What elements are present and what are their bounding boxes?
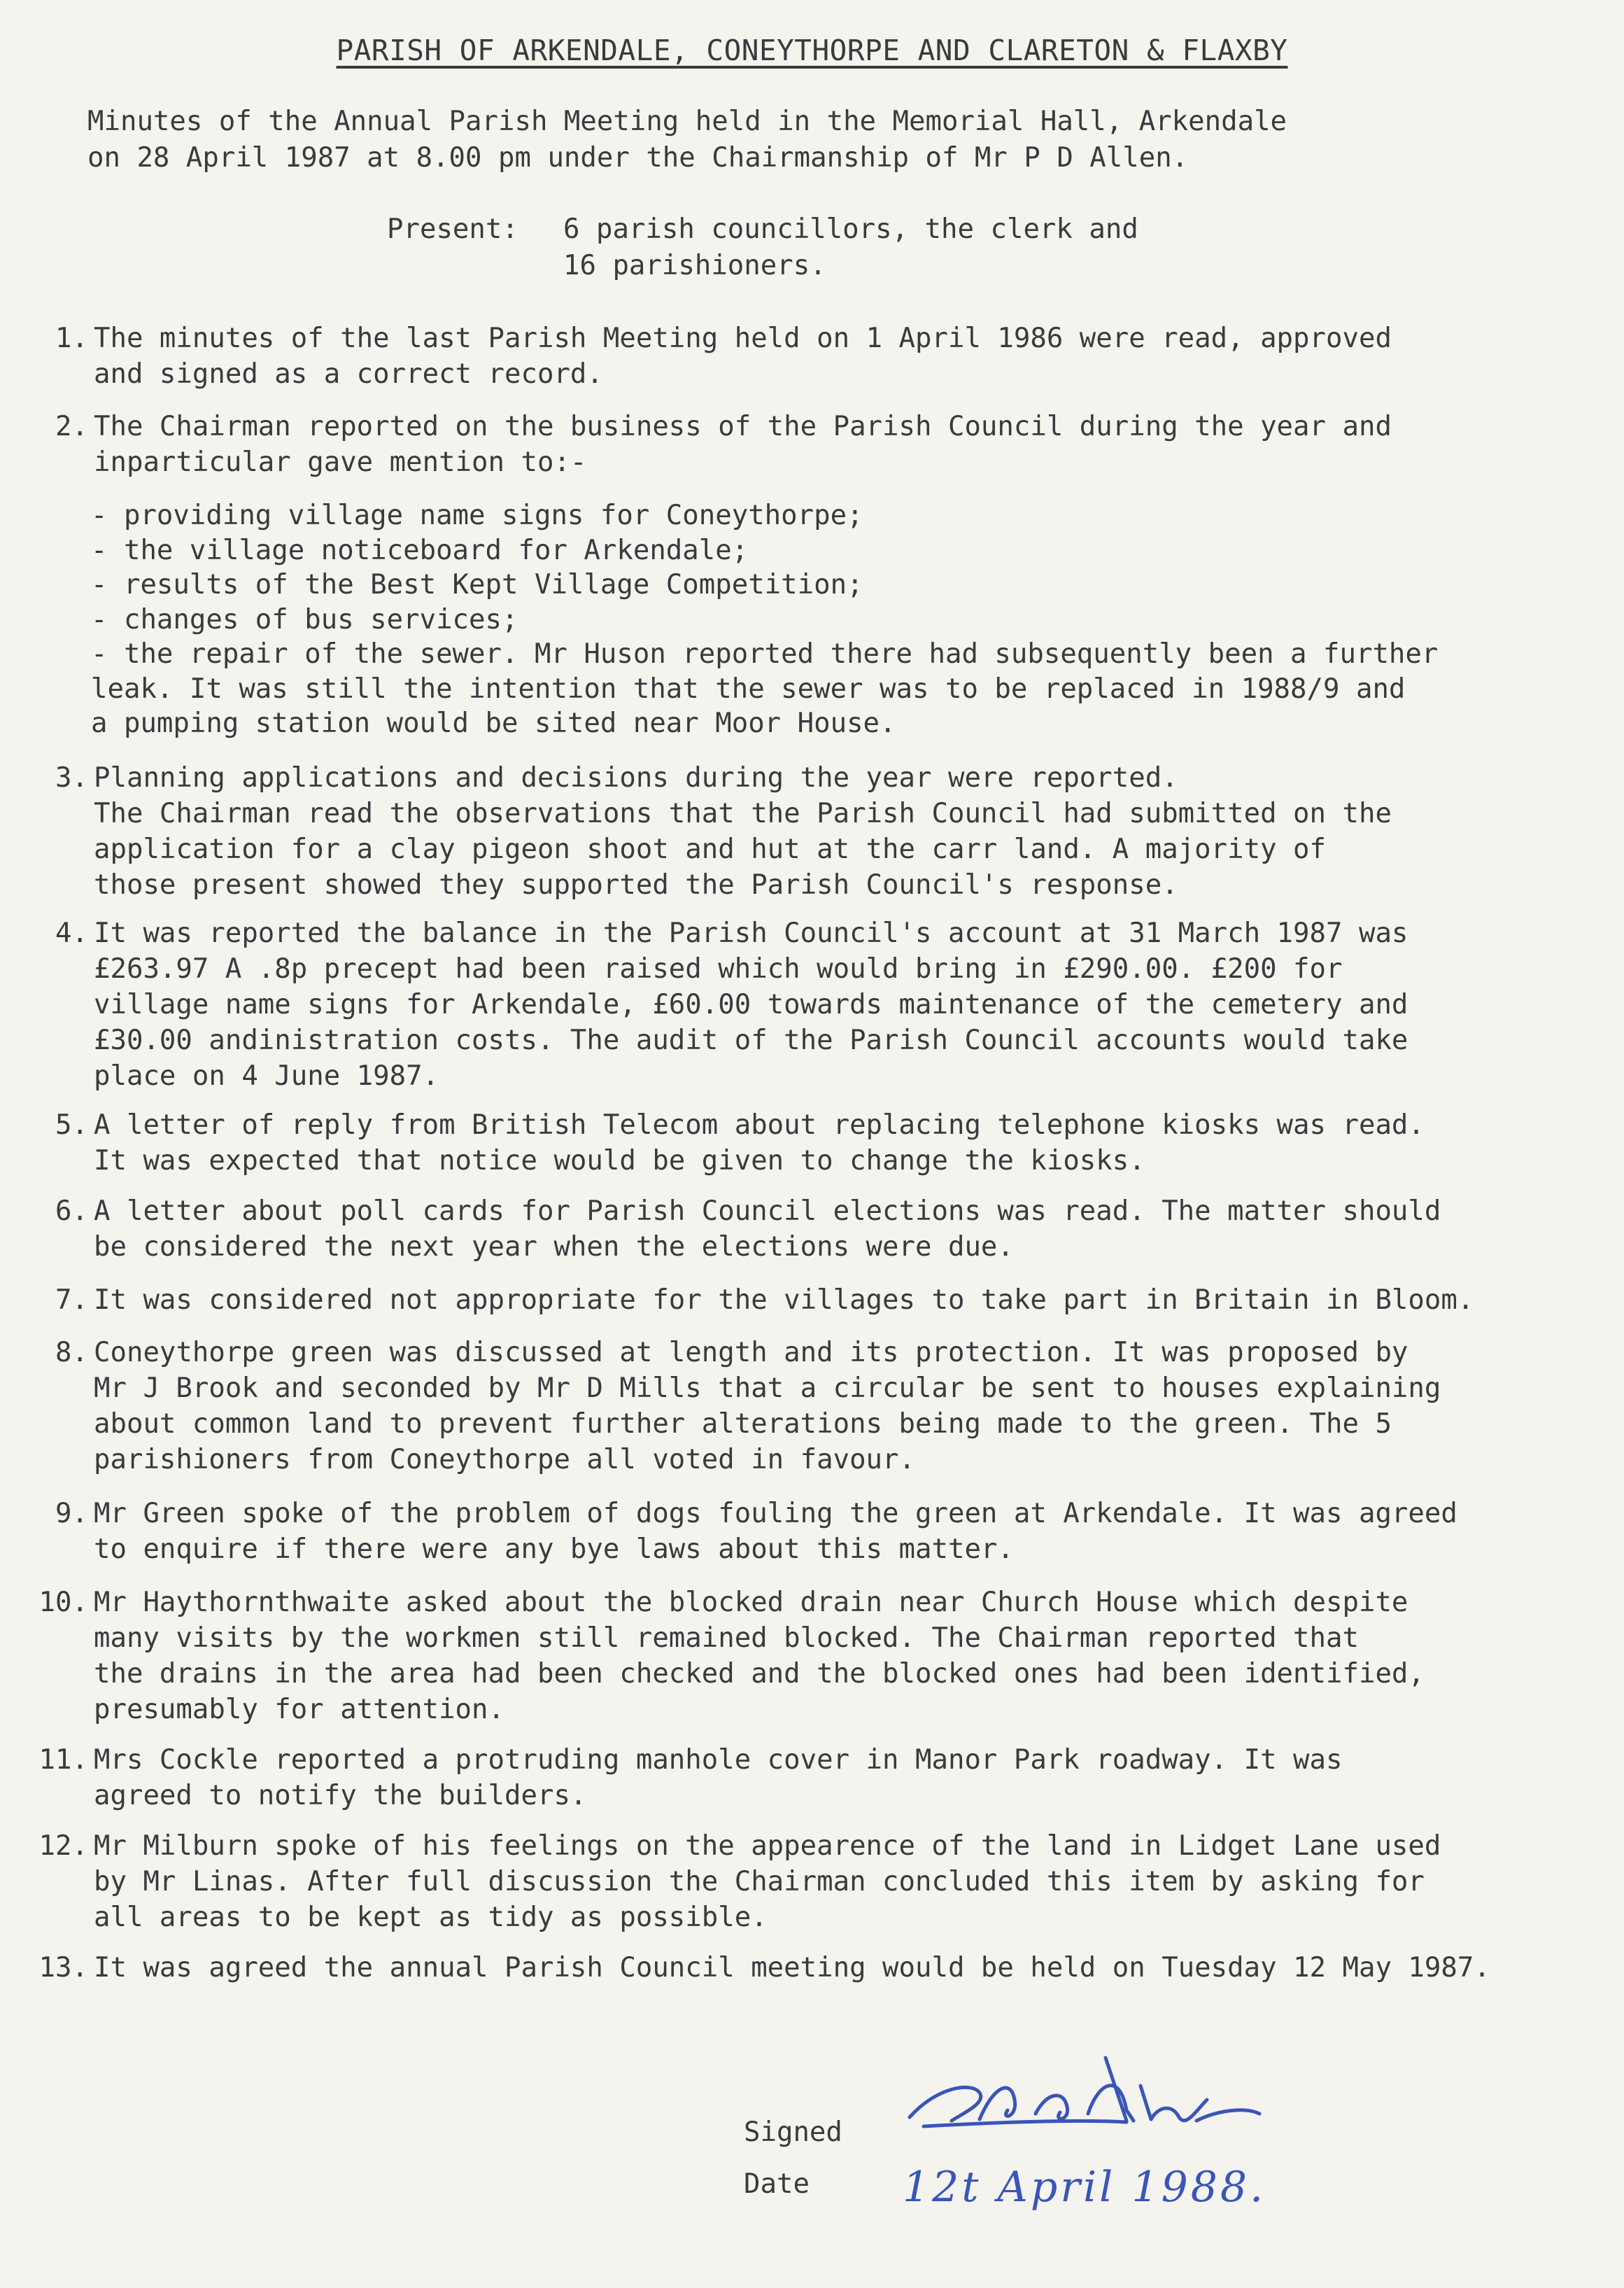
item-text: Mr Milburn spoke of his feelings on the appearence of the land in Lidget Lane used by Mr Linas. After full discussion the Chairman concluded this item by asking for all areas to be kept as tidy as possible. <box>94 1830 1441 1933</box>
intro-line: Minutes of the Annual Parish Meeting held in the Memorial Hall, Arkendale <box>87 106 1287 137</box>
bullet-line: - providing village name signs for Coneythorpe; <box>91 500 863 531</box>
signoff-block <box>744 2107 842 2210</box>
item-text: Planning applications and decisions during the year were reported. The Chairman read the observations that the Parish Council had submitted on the application for a clay pigeon shoot and hut at the carr land. A majority of those present showed they supported the Parish Council's response. <box>94 762 1392 901</box>
item-text: A letter of reply from British Telecom about replacing telephone kiosks was read. It was expected that notice would be given to change the kiosks. <box>94 1109 1425 1177</box>
item-text: A letter about poll cards for Parish Council elections was read. The matter should be considered the next year when the elections were due. <box>94 1195 1441 1263</box>
date-label: Date <box>744 2168 810 2200</box>
item-number: 2. <box>55 411 88 442</box>
item-number: 12. <box>38 1830 88 1862</box>
item-number: 1. <box>55 323 88 354</box>
item-text: Mrs Cockle reported a protruding manhole cover in Manor Park roadway. It was agreed to notify the builders. <box>94 1744 1343 1811</box>
item-text: It was reported the balance in the Parish Council's account at 31 March 1987 was £263.97 A .8p precept had been raised which would bring in £290.00. £200 for village name signs for Arkendale, £60.00 towards maintenance of the cemetery and £30.00 andinistration costs. The audit of the Parish Council accounts would take place on 4 June 1987. <box>94 918 1408 1092</box>
item-number: 13. <box>38 1952 88 1984</box>
present-label: Present: <box>387 213 518 245</box>
item-text: Mr Haythornthwaite asked about the blocked drain near Church House which despite many visits by the workmen still remained blocked. The Chairman reported that the drains in the area had been checked and the blocked ones had been identified, presumably for attention. <box>94 1587 1425 1725</box>
intro-paragraph <box>87 104 1287 176</box>
bullet-line: - changes of bus services; <box>91 603 518 636</box>
item-number: 4. <box>55 918 88 949</box>
item-number: 7. <box>55 1284 88 1316</box>
present-line: 16 parishioners. <box>563 250 826 281</box>
bullet-line: - results of the Best Kept Village Competition; <box>91 569 863 601</box>
item-text: Mr Green spoke of the problem of dogs fouling the green at Arkendale. It was agreed to enquire if there were any bye laws about this matter. <box>94 1498 1457 1565</box>
item-text: The minutes of the last Parish Meeting held on 1 April 1986 were read, approved and signed as a correct record. <box>94 323 1392 390</box>
item-number: 8. <box>55 1337 88 1368</box>
item-number: 5. <box>55 1109 88 1141</box>
item-text: Coneythorpe green was discussed at length and its protection. It was proposed by Mr J Brook and seconded by Mr D Mills that a circular be sent to houses explaining about common land to prevent further alterations being made to the green. The 5 parishioners from Coneythorpe all voted in favour. <box>94 1337 1441 1475</box>
attendance <box>387 211 1138 284</box>
handwritten-date: 12t April 1988. <box>903 2163 1266 2212</box>
item-number: 6. <box>55 1195 88 1227</box>
item-number: 3. <box>55 762 88 794</box>
item-2-bullet-list <box>91 498 1438 741</box>
bullet-line: - the repair of the sewer. Mr Huson reported there had subsequently been a further <box>91 638 1439 670</box>
intro-line: on 28 April 1987 at 8.00 pm under the Chairmanship of Mr P D Allen. <box>87 142 1189 174</box>
item-text: It was agreed the annual Parish Council meeting would be held on Tuesday 12 May 1987. <box>94 1952 1490 1984</box>
item-text: It was considered not appropriate for the villages to take part in Britain in Bloom. <box>94 1284 1474 1316</box>
item-number: 9. <box>55 1498 88 1529</box>
signed-label: Signed <box>744 2117 842 2148</box>
present-details <box>563 211 1138 284</box>
document-title: PARISH OF ARKENDALE, CONEYTHORPE AND CLARETON & FLAXBY <box>336 34 1288 67</box>
present-line: 6 parish councillors, the clerk and <box>563 213 1138 245</box>
item-text: The Chairman reported on the business of the Parish Council during the year and inparticular gave mention to:- <box>94 411 1392 478</box>
item-number: 11. <box>38 1744 88 1776</box>
bullet-line: - the village noticeboard for Arkendale; <box>91 534 749 566</box>
bullet-line: a pumping station would be sited near Moor House. <box>91 708 896 739</box>
handwritten-signature <box>896 2044 1287 2156</box>
item-number: 10. <box>38 1587 88 1618</box>
bullet-line: leak. It was still the intention that the sewer was to be replaced in 1988/9 and <box>91 673 1406 705</box>
